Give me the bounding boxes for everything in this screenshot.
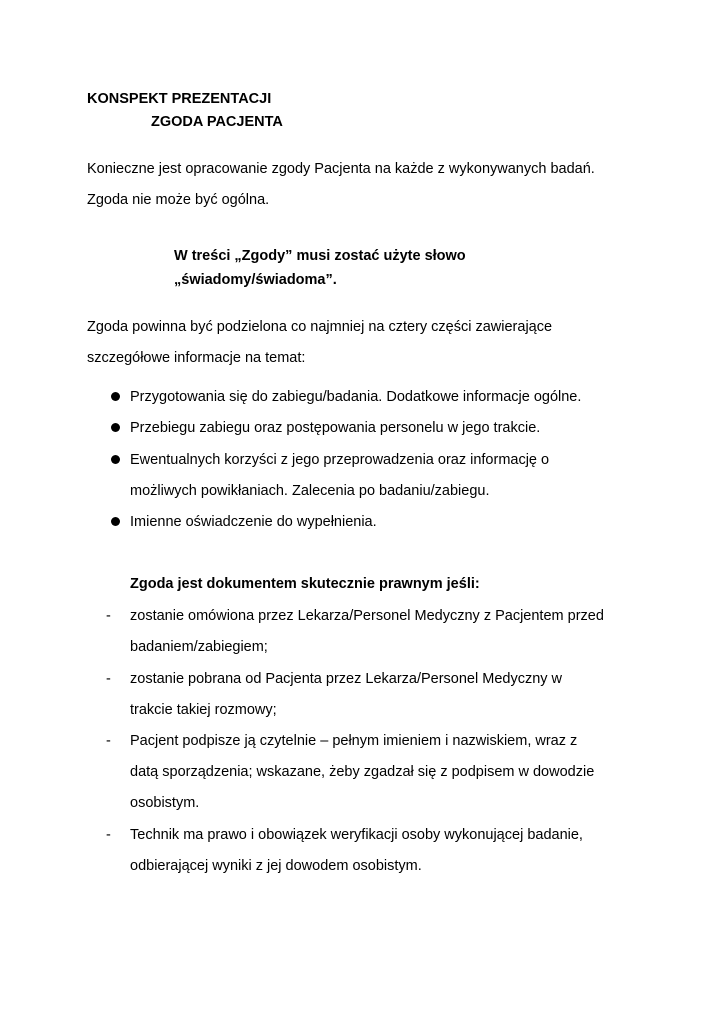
dash-marker: - (106, 733, 111, 749)
bullet-marker-icon (111, 423, 120, 432)
legal-heading: Zgoda jest dokumentem skutecznie prawnym jeśli: (130, 576, 480, 592)
dash-marker: - (106, 608, 111, 624)
bullet-marker-icon (111, 392, 120, 401)
condition-item-continuation: odbierającej wyniki z jej dowodem osobistym. (130, 858, 422, 874)
intro-paragraph-line: Konieczne jest opracowanie zgody Pacjenta na każde z wykonywanych badań. (87, 161, 595, 177)
parts-paragraph-line: szczegółowe informacje na temat: (87, 350, 306, 366)
intro-paragraph-line: Zgoda nie może być ogólna. (87, 192, 270, 208)
document-title: KONSPEKT PREZENTACJI (87, 91, 272, 107)
dash-marker: - (106, 671, 111, 687)
condition-item-continuation: trakcie takiej rozmowy; (130, 702, 277, 718)
parts-paragraph-line: Zgoda powinna być podzielona co najmniej na cztery części zawierające (87, 319, 553, 335)
dash-marker: - (106, 827, 111, 843)
bullet-item: Przebiegu zabiegu oraz postępowania personelu w jego trakcie. (130, 420, 541, 436)
condition-item: zostanie omówiona przez Lekarza/Personel Medyczny z Pacjentem przed (130, 608, 604, 624)
emphasis-line: W treści „Zgody” musi zostać użyte słowo (174, 248, 466, 264)
condition-item-continuation: osobistym. (130, 795, 200, 811)
document-subtitle: ZGODA PACJENTA (151, 114, 283, 130)
bullet-item-continuation: możliwych powikłaniach. Zalecenia po badaniu/zabiegu. (130, 483, 490, 499)
condition-item: Pacjent podpisze ją czytelnie – pełnym imieniem i nazwiskiem, wraz z (130, 733, 578, 749)
bullet-marker-icon (111, 455, 120, 464)
emphasis-line: „świadomy/świadoma”. (174, 272, 337, 288)
bullet-item: Imienne oświadczenie do wypełnienia. (130, 514, 377, 530)
condition-item: zostanie pobrana od Pacjenta przez Lekarza/Personel Medyczny w (130, 671, 563, 687)
condition-item-continuation: datą sporządzenia; wskazane, żeby zgadzał się z podpisem w dowodzie (130, 764, 595, 780)
bullet-item: Przygotowania się do zabiegu/badania. Dodatkowe informacje ogólne. (130, 389, 582, 405)
bullet-item: Ewentualnych korzyści z jego przeprowadzenia oraz informację o (130, 452, 550, 468)
condition-item: Technik ma prawo i obowiązek weryfikacji osoby wykonującej badanie, (130, 827, 583, 843)
bullet-marker-icon (111, 517, 120, 526)
condition-item-continuation: badaniem/zabiegiem; (130, 639, 268, 655)
